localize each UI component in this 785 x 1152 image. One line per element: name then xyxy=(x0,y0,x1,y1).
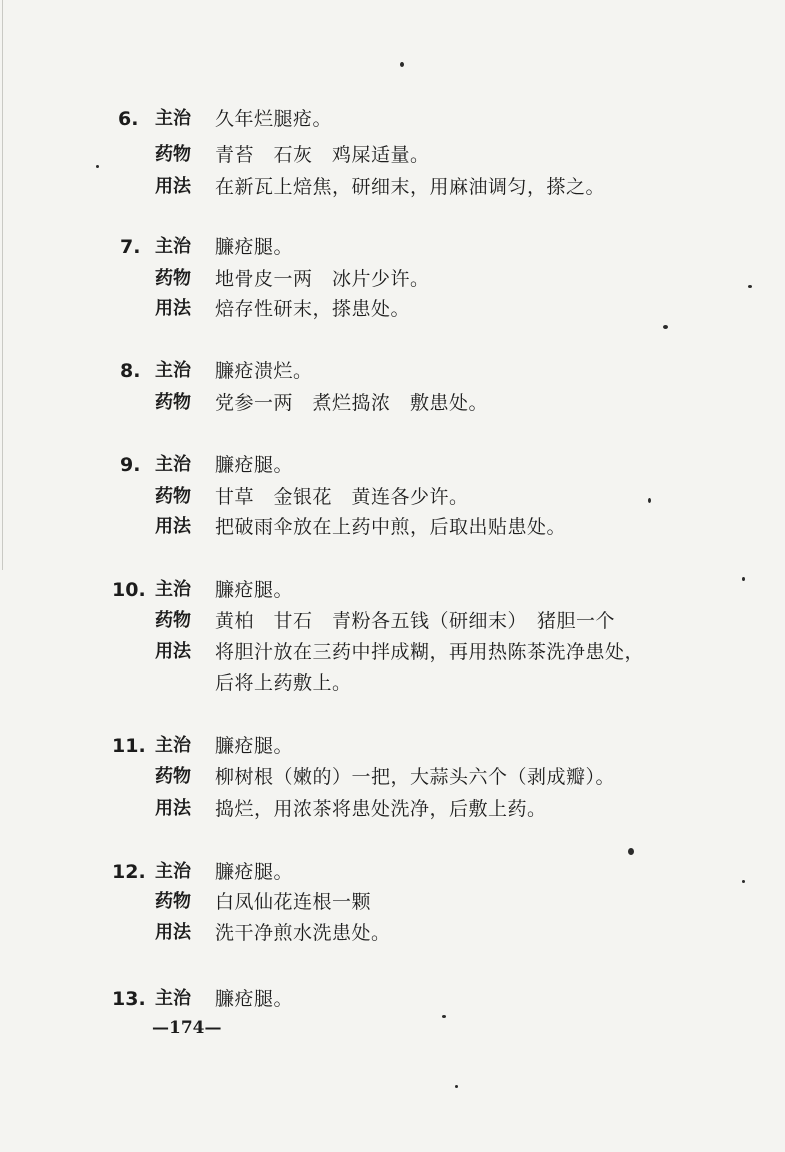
yaowu-label: 药物 xyxy=(155,766,191,787)
yaowu-text: 甘草 金银花 黄连各少许。 xyxy=(215,486,469,508)
entry-number: 8. xyxy=(120,360,141,382)
yaowu-text: 党参一两 煮烂捣浓 敷患处。 xyxy=(215,392,489,414)
yaowu-label: 药物 xyxy=(155,392,191,413)
yongfa-text-continued: 后将上药敷上。 xyxy=(215,672,352,694)
zhuzhi-label: 主治 xyxy=(155,454,191,475)
zhuzhi-label: 主治 xyxy=(155,360,191,381)
zhuzhi-text: 臁疮腿。 xyxy=(215,735,294,757)
entry-number: 11. xyxy=(112,735,146,757)
zhuzhi-text: 臁疮腿。 xyxy=(215,454,294,476)
zhuzhi-text: 臁疮腿。 xyxy=(215,988,294,1010)
scan-speck xyxy=(648,498,651,503)
yongfa-label: 用法 xyxy=(155,516,191,537)
scan-speck xyxy=(400,62,404,67)
yongfa-label: 用法 xyxy=(155,922,191,943)
yongfa-label: 用法 xyxy=(155,298,191,319)
zhuzhi-label: 主治 xyxy=(155,579,191,600)
page-number: —174— xyxy=(152,1018,222,1038)
scan-speck xyxy=(742,880,745,883)
scan-speck xyxy=(663,325,668,329)
yongfa-text: 将胆汁放在三药中拌成糊，再用热陈茶洗净患处， xyxy=(215,641,645,663)
yaowu-text: 柳树根（嫩的）一把，大蒜头六个（剥成瓣）。 xyxy=(215,766,616,788)
zhuzhi-text: 久年烂腿疮。 xyxy=(215,108,333,130)
yongfa-text: 焙存性研末，搽患处。 xyxy=(215,298,411,320)
yaowu-label: 药物 xyxy=(155,144,191,165)
yaowu-text: 青苔 石灰 鸡屎适量。 xyxy=(215,144,430,166)
zhuzhi-text: 臁疮腿。 xyxy=(215,236,294,258)
yongfa-text: 在新瓦上焙焦，研细末，用麻油调匀，搽之。 xyxy=(215,176,606,198)
zhuzhi-text: 臁疮腿。 xyxy=(215,579,294,601)
yongfa-label: 用法 xyxy=(155,641,191,662)
zhuzhi-label: 主治 xyxy=(155,108,191,129)
zhuzhi-label: 主治 xyxy=(155,236,191,257)
yaowu-text: 地骨皮一两 冰片少许。 xyxy=(215,268,430,290)
yongfa-label: 用法 xyxy=(155,176,191,197)
yaowu-label: 药物 xyxy=(155,891,191,912)
zhuzhi-label: 主治 xyxy=(155,735,191,756)
zhuzhi-text: 臁疮腿。 xyxy=(215,861,294,883)
entry-number: 9. xyxy=(120,454,141,476)
zhuzhi-text: 臁疮溃烂。 xyxy=(215,360,313,382)
scan-edge-line xyxy=(2,0,3,570)
entry-number: 6. xyxy=(118,108,139,130)
yaowu-text: 白凤仙花连根一颗 xyxy=(215,891,372,913)
yongfa-label: 用法 xyxy=(155,798,191,819)
yaowu-label: 药物 xyxy=(155,268,191,289)
entry-number: 7. xyxy=(120,236,141,258)
yongfa-text: 洗干净煎水洗患处。 xyxy=(215,922,391,944)
entry-number: 10. xyxy=(112,579,146,601)
entry-number: 13. xyxy=(112,988,146,1010)
scan-speck xyxy=(96,165,99,168)
yaowu-label: 药物 xyxy=(155,610,191,631)
scan-speck xyxy=(628,848,634,855)
yaowu-label: 药物 xyxy=(155,486,191,507)
yongfa-text: 把破雨伞放在上药中煎，后取出贴患处。 xyxy=(215,516,567,538)
yongfa-text: 捣烂，用浓茶将患处洗净，后敷上药。 xyxy=(215,798,547,820)
zhuzhi-label: 主治 xyxy=(155,988,191,1009)
scan-speck xyxy=(442,1015,446,1018)
scan-speck xyxy=(748,285,752,288)
entry-number: 12. xyxy=(112,861,146,883)
zhuzhi-label: 主治 xyxy=(155,861,191,882)
scan-speck xyxy=(455,1085,458,1088)
scan-speck xyxy=(742,577,745,581)
yaowu-text: 黄柏 甘石 青粉各五钱（研细末） 猪胆一个 xyxy=(215,610,616,632)
